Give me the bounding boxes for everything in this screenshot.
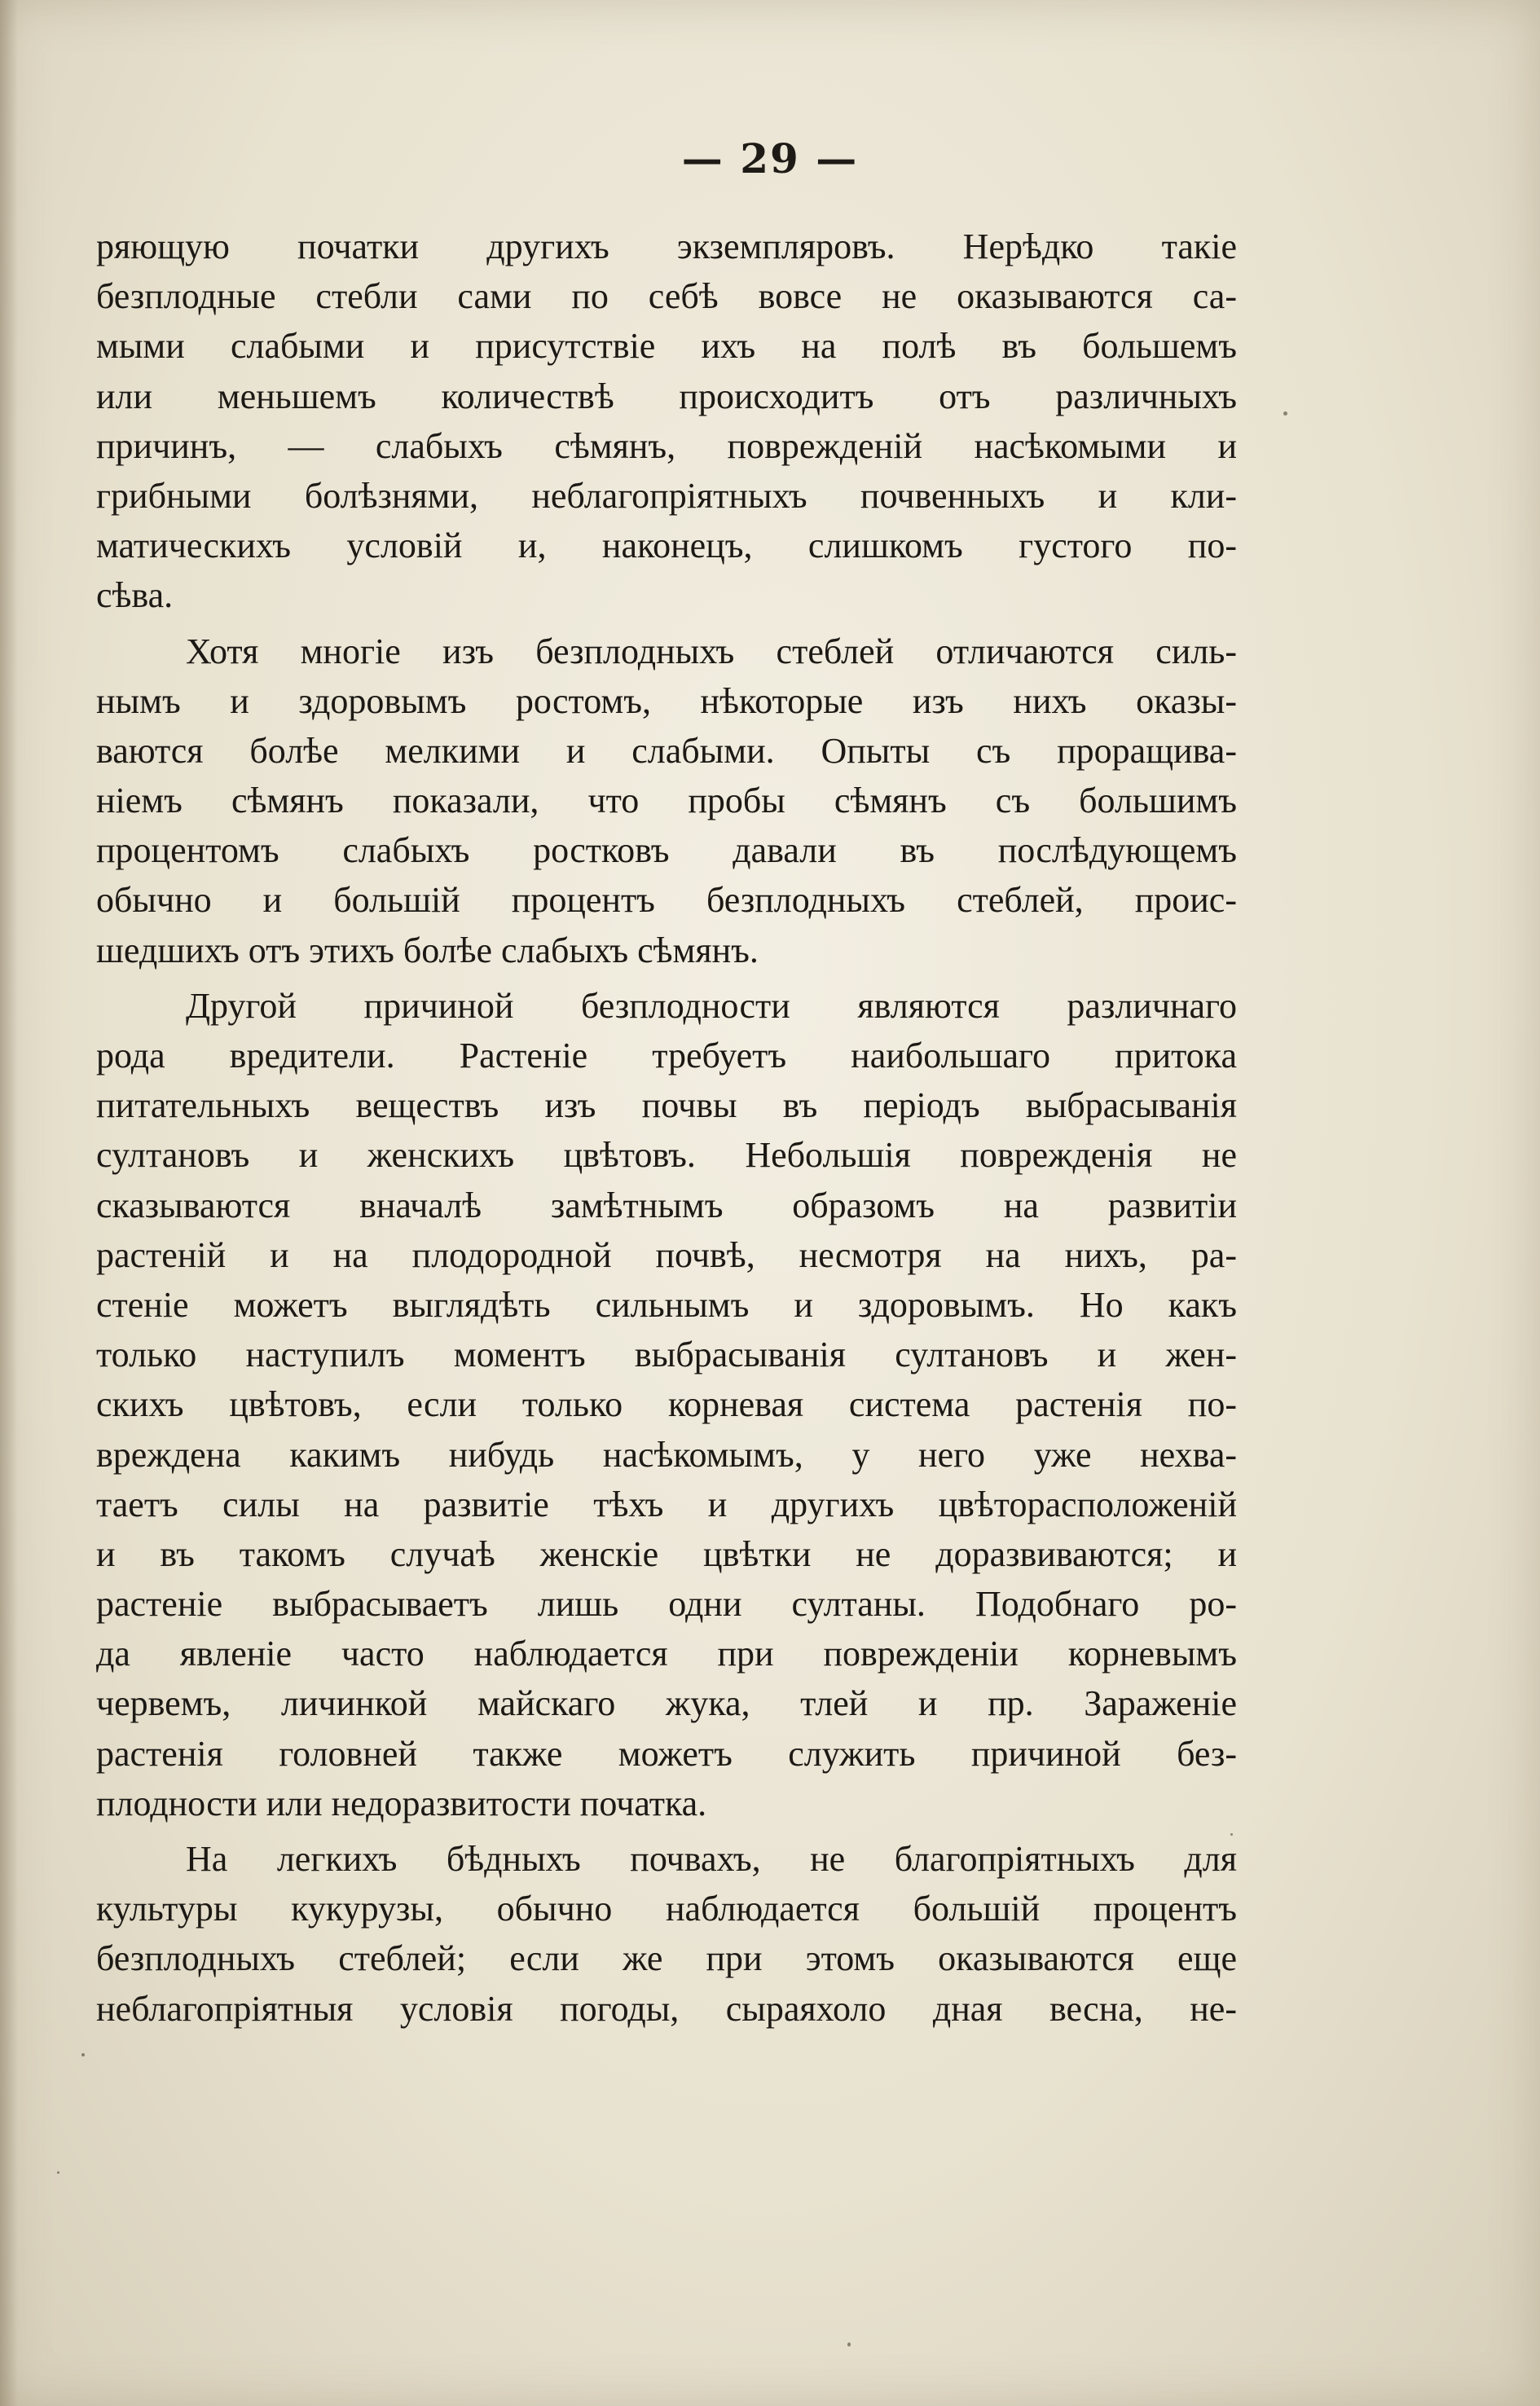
text-line: скихъ цвѣтовъ, если только корневая система растенія по- (96, 1384, 1237, 1425)
paragraph (96, 981, 1237, 1828)
text-line: растенія головней также можетъ служить причиной без- (96, 1733, 1237, 1774)
text-line: Хотя многіе изъ безплодныхъ стеблей отличаются силь- (186, 631, 1237, 671)
scan-speck (1230, 1833, 1233, 1836)
text-line: На легкихъ бѣдныхъ почвахъ, не благопріятныхъ для (186, 1839, 1237, 1879)
text-line: питательныхъ веществъ изъ почвы въ періодъ выбрасыванія (96, 1085, 1237, 1126)
text-line: грибными болѣзнями, неблагопріятныхъ почвенныхъ и кли- (96, 475, 1237, 516)
text-line: червемъ, личинкой майскаго жука, тлей и пр. Зараженіе (96, 1683, 1237, 1724)
paragraph (96, 627, 1237, 975)
scan-speck (57, 2171, 59, 2174)
text-line: причинъ, — слабыхъ сѣмянъ, поврежденій насѣкомыми и (96, 425, 1237, 466)
text-line: растеніе выбрасываетъ лишь одни султаны. Подобнаго ро- (96, 1584, 1237, 1625)
text-line: султановъ и женскихъ цвѣтовъ. Небольшія поврежденія не (96, 1135, 1237, 1176)
text-line: обычно и большій процентъ безплодныхъ стеблей, проис- (96, 880, 1237, 921)
text-line: растеній и на плодородной почвѣ, несмотря на нихъ, ра- (96, 1234, 1237, 1275)
text-line: безплодныхъ стеблей; если же при этомъ оказываются еще (96, 1938, 1237, 1979)
text-line: мыми слабыми и присутствіе ихъ на полѣ въ большемъ (96, 326, 1237, 367)
text-line: только наступилъ моментъ выбрасыванія султановъ и жен- (96, 1335, 1237, 1375)
paragraph (96, 1834, 1237, 2034)
text-line: неблагопріятныя условія погоды, сыраяхоло дная весна, не- (96, 1988, 1237, 2029)
text-line: стеніе можетъ выглядѣть сильнымъ и здоровымъ. Но какъ (96, 1284, 1237, 1325)
text-line: ніемъ сѣмянъ показали, что пробы сѣмянъ съ большимъ (96, 781, 1237, 821)
text-line: ваются болѣе мелкими и слабыми. Опыты съ проращива- (96, 730, 1237, 771)
text-line: и въ такомъ случаѣ женскіе цвѣтки не доразвиваются; и (96, 1533, 1237, 1574)
text-line: нымъ и здоровымъ ростомъ, нѣкоторые изъ нихъ оказы- (96, 680, 1237, 721)
text-line: плодности или недоразвитости початка. (96, 1783, 707, 1823)
text-line: шедшихъ отъ этихъ болѣе слабыхъ сѣмянъ. (96, 930, 759, 970)
text-line: таетъ силы на развитіе тѣхъ и другихъ цвѣторасположеній (96, 1484, 1237, 1524)
scan-speck (81, 2053, 85, 2056)
text-line: или меньшемъ количествѣ происходитъ отъ различныхъ (96, 376, 1237, 416)
text-line: безплодные стебли сами по себѣ вовсе не оказываются са- (96, 276, 1237, 317)
text-line: Другой причиной безплодности являются различнаго (186, 985, 1237, 1026)
body-text (96, 222, 1237, 2034)
text-line: процентомъ слабыхъ ростковъ давали въ послѣдующемъ (96, 830, 1237, 871)
scan-speck (847, 2342, 851, 2347)
scan-speck (1283, 411, 1287, 416)
text-line: сказываются вначалѣ замѣтнымъ образомъ на развитіи (96, 1185, 1237, 1225)
text-line: рода вредители. Растеніе требуетъ наибольшаго притока (96, 1036, 1237, 1075)
text-line: да явленіе часто наблюдается при поврежденіи корневымъ (96, 1634, 1237, 1674)
text-line: матическихъ условій и, наконецъ, слишкомъ густого по- (96, 526, 1237, 566)
text-line: культуры кукурузы, обычно наблюдается большій процентъ (96, 1889, 1237, 1929)
text-line: ряющую початки другихъ экземпляровъ. Нерѣдко такіе (96, 227, 1237, 266)
page-number: — 29 — (681, 134, 859, 183)
text-line: сѣва. (96, 575, 174, 616)
page-edge-shadow (0, 0, 18, 2406)
text-line: вреждена какимъ нибудь насѣкомымъ, у него уже нехва- (96, 1434, 1237, 1475)
paragraph (96, 222, 1237, 621)
